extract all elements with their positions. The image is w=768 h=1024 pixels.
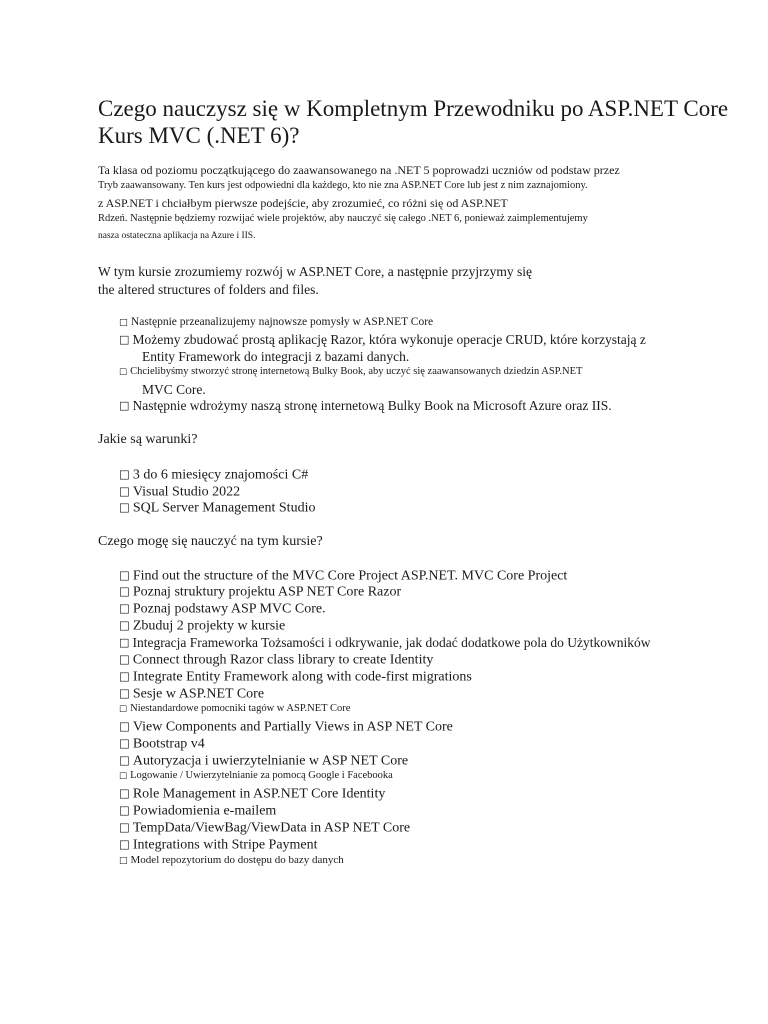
list-item: □ Connect through Razor class library to create Identity xyxy=(119,652,434,668)
list-item: □ Możemy zbudować prostą aplikację Razor, która wykonuje operacje CRUD, które korzystają z xyxy=(119,332,646,347)
checkbox-bullet-icon: □ xyxy=(119,703,128,714)
para2-line-1: W tym kursie zrozumiemy rozwój w ASP.NET Core, a następnie przyjrzymy się xyxy=(98,264,533,279)
page-title: Czego nauczysz się w Kompletnym Przewodniku po ASP.NET Core Kurs MVC (.NET 6)? xyxy=(98,96,729,148)
section-heading-learn: Czego mogę się nauczyć na tym kursie? xyxy=(98,534,323,549)
checkbox-bullet-icon: □ xyxy=(119,770,128,781)
list-item: □ Chcielibyśmy stworzyć stronę internetową Bulky Book, aby uczyć się zaawansowanych dziedzin ASP.NET xyxy=(119,366,583,377)
intro-line-3: z ASP.NET i chciałbym pierwsze podejście, aby zrozumieć, co różni się od ASP.NET xyxy=(98,196,508,210)
checkbox-bullet-icon: □ xyxy=(119,803,130,817)
checkbox-bullet-icon: □ xyxy=(119,719,130,733)
list-item: □ Powiadomienia e-mailem xyxy=(119,803,277,819)
checkbox-bullet-icon: □ xyxy=(119,366,128,377)
checkbox-bullet-icon: □ xyxy=(119,316,128,328)
intro-line-1: Ta klasa od poziomu początkującego do zaawansowanego na .NET 5 poprowadzi uczniów od podstaw przez xyxy=(98,163,620,177)
list-item: □ Visual Studio 2022 xyxy=(119,484,241,500)
list-item: □ Następnie przeanalizujemy najnowsze pomysły w ASP.NET Core xyxy=(119,316,434,328)
list-item: □ Niestandardowe pomocniki tagów w ASP.NET Core xyxy=(119,703,351,714)
list-item: □ Model repozytorium do dostępu do bazy danych xyxy=(119,854,344,866)
checkbox-bullet-icon: □ xyxy=(119,399,130,413)
checkbox-bullet-icon: □ xyxy=(119,736,130,750)
list-item-continuation: MVC Core. xyxy=(142,382,206,397)
list-item: □ Sesje w ASP.NET Core xyxy=(119,686,265,702)
checkbox-bullet-icon: □ xyxy=(119,484,130,498)
checkbox-bullet-icon: □ xyxy=(119,467,130,481)
intro-line-2: Tryb zaawansowany. Ten kurs jest odpowiedni dla każdego, kto nie zna ASP.NET Core lub jest z nim zaznajomiony. xyxy=(98,180,588,191)
checkbox-bullet-icon: □ xyxy=(119,686,130,700)
list-item: □ Integrate Entity Framework along with code-first migrations xyxy=(119,669,472,685)
checkbox-bullet-icon: □ xyxy=(119,601,130,615)
list-item: □ Autoryzacja i uwierzytelnianie w ASP NET Core xyxy=(119,753,409,769)
list-item: □ Integrations with Stripe Payment xyxy=(119,837,318,853)
list-item: □ Bootstrap v4 xyxy=(119,736,205,752)
checkbox-bullet-icon: □ xyxy=(119,636,130,650)
list-item: □ Integracja Frameworka Tożsamości i odkrywanie, jak dodać dodatkowe pola do Użytkowników xyxy=(119,635,651,650)
list-item: □ View Components and Partially Views in ASP NET Core xyxy=(119,719,453,735)
section-heading-requirements: Jakie są warunki? xyxy=(98,432,198,447)
para2-line-2: the altered structures of folders and files. xyxy=(98,282,319,297)
checkbox-bullet-icon: □ xyxy=(119,786,130,800)
checkbox-bullet-icon: □ xyxy=(119,333,130,347)
checkbox-bullet-icon: □ xyxy=(119,669,130,683)
list-item: □ Następnie wdrożymy naszą stronę internetową Bulky Book na Microsoft Azure oraz IIS. xyxy=(119,398,612,413)
checkbox-bullet-icon: □ xyxy=(119,568,130,582)
checkbox-bullet-icon: □ xyxy=(119,618,130,632)
checkbox-bullet-icon: □ xyxy=(119,837,130,851)
checkbox-bullet-icon: □ xyxy=(119,652,130,666)
list-item: □ Find out the structure of the MVC Core Project ASP.NET. MVC Core Project xyxy=(119,568,568,584)
checkbox-bullet-icon: □ xyxy=(119,753,130,767)
intro-line-5: nasza ostateczna aplikacja na Azure i IIS. xyxy=(98,231,256,241)
list-item: □ Logowanie / Uwierzytelnianie za pomocą Google i Facebooka xyxy=(119,770,393,781)
list-item: □ Poznaj podstawy ASP MVC Core. xyxy=(119,601,326,617)
list-item: □ SQL Server Management Studio xyxy=(119,500,316,516)
checkbox-bullet-icon: □ xyxy=(119,500,130,514)
checkbox-bullet-icon: □ xyxy=(119,584,130,598)
list-item: □ TempData/ViewBag/ViewData in ASP NET Core xyxy=(119,820,411,836)
intro-line-4: Rdzeń. Następnie będziemy rozwijać wiele projektów, aby nauczyć się całego .NET 6, ponieważ zaimplementujemy xyxy=(98,213,588,224)
checkbox-bullet-icon: □ xyxy=(119,855,128,866)
list-item: □ Zbuduj 2 projekty w kursie xyxy=(119,618,286,634)
list-item: □ 3 do 6 miesięcy znajomości C# xyxy=(119,467,309,483)
checkbox-bullet-icon: □ xyxy=(119,820,130,834)
list-item: □ Poznaj struktury projektu ASP NET Core Razor xyxy=(119,584,402,600)
list-item-continuation: Entity Framework do integracji z bazami danych. xyxy=(142,349,410,364)
list-item: □ Role Management in ASP.NET Core Identity xyxy=(119,786,386,802)
